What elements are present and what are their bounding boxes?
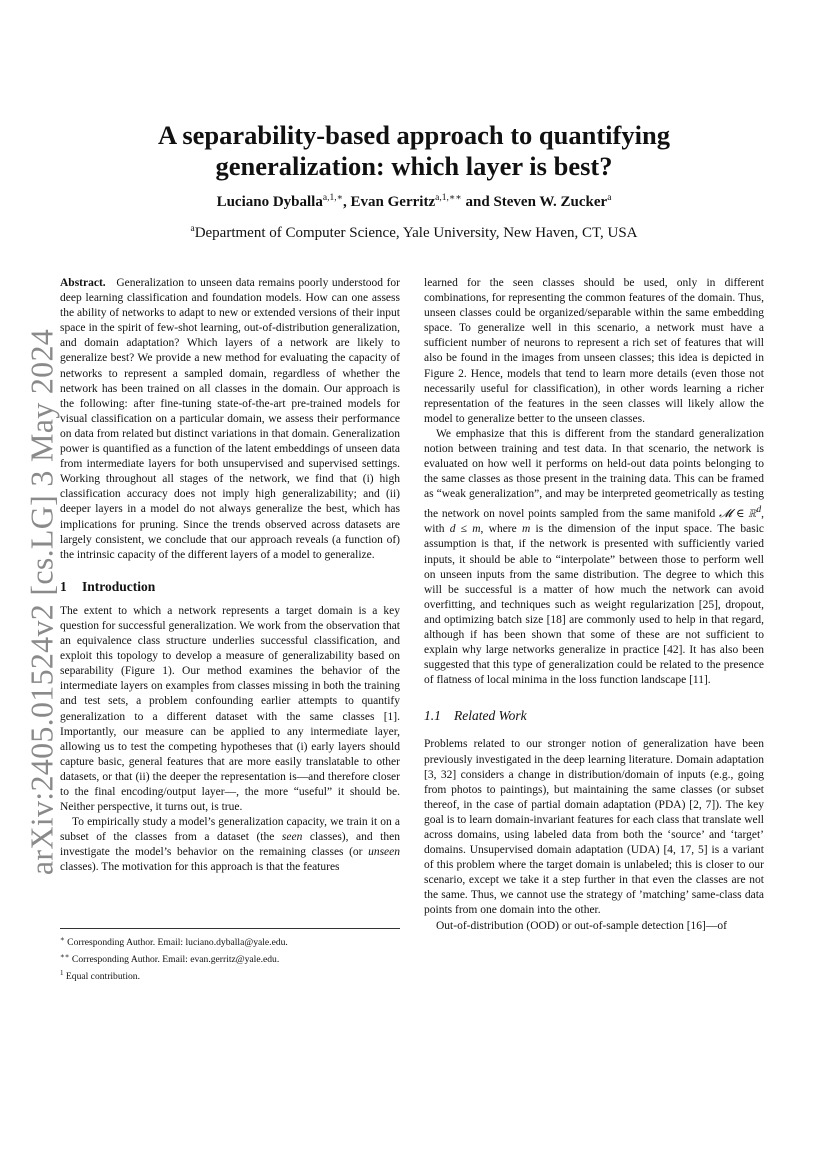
author-3-mark: a: [607, 193, 612, 203]
footnotes: [60, 928, 400, 983]
abstract-label: Abstract.: [60, 277, 106, 289]
footnote-1-text: Corresponding Author. Email: luciano.dyballa@yale.edu.: [67, 937, 288, 949]
footnote-3-text: Equal contribution.: [65, 970, 140, 982]
section-heading-introduction: [60, 579, 400, 594]
right-p2-text-b: , with: [424, 508, 764, 536]
left-column: [60, 276, 400, 876]
footnote-2: [60, 950, 400, 967]
footnote-3-mark: 1: [60, 968, 64, 977]
term-unseen: unseen: [368, 846, 400, 859]
author-separator-1: ,: [343, 194, 351, 210]
arxiv-identifier-stamp: [22, 328, 62, 876]
affiliation-text: Department of Computer Science, Yale University, New Haven, CT, USA: [194, 225, 638, 241]
math-manifold: [719, 504, 762, 521]
author-1-name: Luciano Dyballa: [216, 194, 323, 210]
footnote-2-mark: ∗∗: [60, 951, 70, 960]
author-2-name: Evan Gerritz: [350, 194, 436, 210]
related-work-paragraph-2: Out-of-distribution (OOD) or out-of-sample detection [16]—of: [436, 919, 727, 932]
footnote-1-mark: ∗: [60, 935, 65, 943]
abstract: [60, 276, 400, 563]
right-paragraph-2: [424, 427, 764, 688]
author-3-name: Steven W. Zucker: [493, 194, 608, 210]
right-p2-text-a: We emphasize that this is different from the standard generalization notion between training and test data. In that scenario, the network is evaluated on how well it performs on held-out data points belonging to the same classes as those present in the training data. This can be framed as “weak generalization”, and may be interpreted geometrically as testing the network on novel points sampled from the same manifold: [424, 427, 764, 521]
right-p2-text-c: , where: [480, 523, 522, 536]
abstract-text: Generalization to unseen data remains poorly understood for deep learning classification and foundation models. How can one assess the ability of networks to adapt to new or extended versions of their input space in the spirit of few-shot learning, out-of-distribution generalization, and domain adaptation? Which layers of a network are likely to generalize best? We provide a new method for evaluating the capacity of networks to represent a sampled domain, regardless of whether the network has been trained on all classes in the domain. Our approach is the following: after fine-tuning state-of-the-art pre-trained models for visual classification on a particular domain, we assess their performance on data from related but distinct variations in that domain. Generalization power is quantified as a function of the latent embeddings of unseen data from intermediate layers for both unsupervised and supervised settings. Working throughout all stages of the network, we find that (i) high classification accuracy does not imply high generalizability; and (ii) deeper layers in a model do not always generalize the best, which has implications for pruning. Since the trends observed across datasets are largely consistent, we conclude that our approach reveals (a function of) the intrinsic capacity of the different layers of a model to generalize.: [60, 277, 400, 561]
subsection-heading-related-work: [424, 708, 764, 723]
subsection-number: 1.1: [424, 708, 441, 724]
related-work-paragraph-1: Problems related to our stronger notion of generalization have been previously investigated in the deep learning literature. Domain adaptation [3, 32] considers a change in distribution/domain of inputs (e.g., going from photos to paintings), but maintaining the same classes (or subset thereof, in the case of partial domain adaptation (PDA) [2, 7]). The key goal is to learn domain-invariant features for each class that translate well across domains, using labeled data from both the ‘source’ and ‘target’ domains. Unsupervised domain adaptation (UDA) [4, 17, 5] is a variant of this problem where the target domain is unlabeled; this is closer to our scenario, except we take it a step further in that even the classes are not the same. Thus, we cannot use the strategy of ’matching’ same-class data points from one domain into the other.: [424, 738, 764, 917]
math-m: m: [521, 523, 531, 536]
author-2-mark: a,1,∗∗: [435, 193, 462, 203]
intro-p2-text-b: classes), and then investigate the model’s behavior on the remaining classes (or: [60, 831, 400, 859]
author-list: [60, 192, 768, 211]
intro-p2-text-c: classes). The motivation for this approach is that the features: [60, 861, 340, 874]
section-title: Introduction: [82, 578, 156, 594]
section-number: 1: [60, 578, 67, 594]
intro-p2-text-a: To empirically study a model’s generalization capacity, we train it on a subset of the classes from a dataset (the: [60, 816, 400, 844]
title-line-2: generalization: which layer is best?: [215, 151, 613, 181]
math-manifold-exponent: d: [756, 504, 762, 516]
math-inequality: d ≤ m: [449, 523, 481, 536]
intro-paragraph-2: [60, 815, 400, 875]
right-column: [424, 276, 764, 934]
paper-title: [60, 120, 768, 182]
arxiv-identifier-text: arXiv:2405.01524v2 [cs.LG] 3 May 2024: [23, 328, 60, 876]
intro-paragraph-1: The extent to which a network represents a target domain is a key question for successful generalization. We work from the observation that an equivalence class structure underlies successful classification, and exploit this topology to develop a measure of generalizability based on separability (Figure 1). Our method examines the behavior of the intermediate layers on examples from classes missing in both the training and test sets, a problem confounding earlier attempts to quantify generalization to a different dataset with the same classes [1]. Importantly, our measure can be applied to any intermediate layer, allowing us to test the competing hypotheses that (i) early layers should capture basic, general features that are more easily translatable to other datasets, or that (ii) the deeper the representation is—and therefore closer to the final encoding/output layer—, the more “useful” it should be. Neither perspective, it turns out, is true.: [60, 604, 400, 814]
right-paragraph-1: learned for the seen classes should be used, only in different combinations, for representing the common features of the domain. Thus, unseen classes could be organized/separable within the same embedding space. To generalize well in this scenario, a network must have a sufficient number of neurons to represent a rich set of features that will also be found in the images from unseen classes; this idea is depicted in Figure 2. Hence, models that tend to learn more details (even those not necessarily useful for classification), in other words learning a richer representation of the features in the seen classes will likely allow the model to generalize better to the unseen classes.: [424, 277, 764, 425]
affiliation: [60, 224, 768, 242]
footnote-2-text: Corresponding Author. Email: evan.gerritz@yale.edu.: [71, 953, 280, 965]
title-line-1: A separability-based approach to quantifying: [158, 120, 670, 150]
footnote-3: [60, 967, 400, 984]
affiliation-mark: a: [190, 224, 195, 234]
math-manifold-text: 𝓜 ∈ ℝ: [719, 508, 757, 521]
term-seen: seen: [281, 831, 303, 844]
footnote-1: [60, 933, 400, 950]
right-p2-text-d: is the dimension of the input space. The basic assumption is that, if the network is presented with sufficiently varied inputs, it should be able to “interpolate” between those to perform well on unseen inputs from the same distribution. The degree to which this will be successful is a matter of how much the network can avoid overfitting, and techniques such as weight regularization [25], dropout, and optimizing batch size [18] are commonly used to help in that regard, although if has been shown that some of these are not sufficient to explain why large networks generalize in practice [42]. It has also been suggested that this type of generalization could be related to the presence of flatness of local minima in the loss function landscape [11].: [424, 523, 764, 687]
subsection-title: Related Work: [454, 708, 527, 724]
author-1-mark: a,1,∗: [322, 193, 344, 203]
author-separator-2: and: [461, 194, 494, 210]
